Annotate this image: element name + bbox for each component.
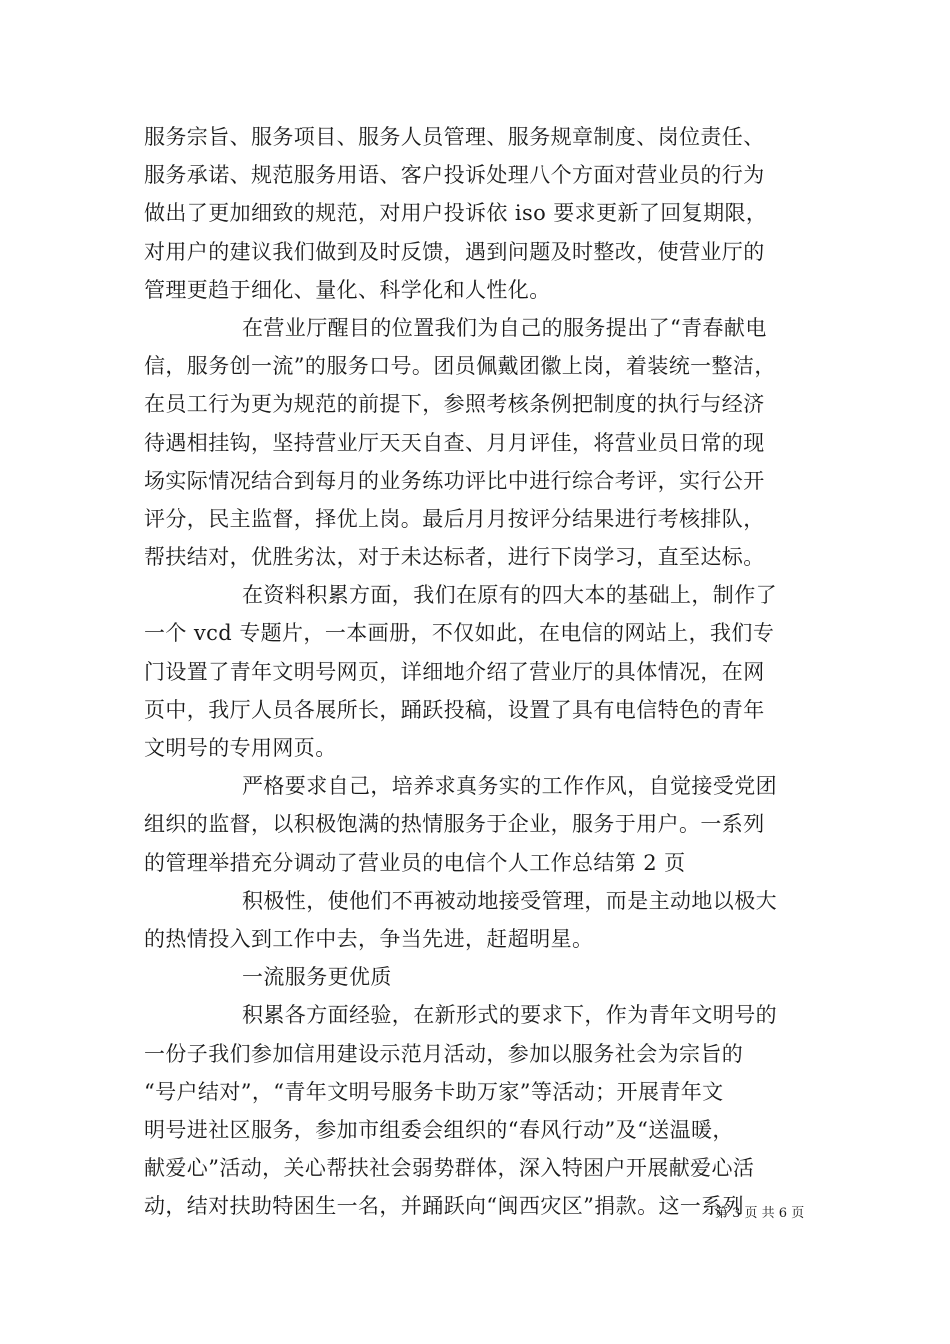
text-line: 页中，我厅人员各展所长，踊跃投稿，设置了具有电信特色的青年 bbox=[144, 697, 765, 722]
text-line: 做出了更加细致的规范，对用户投诉依 iso 要求更新了回复期限， bbox=[144, 201, 768, 226]
section-heading: 一流服务更优质 bbox=[242, 965, 392, 990]
text-line: 管理更趋于细化、量化、科学化和人性化。 bbox=[144, 277, 551, 302]
text-line: 门设置了青年文明号网页，详细地介绍了营业厅的具体情况，在网 bbox=[144, 659, 765, 684]
text-line: 动，结对扶助特困生一名，并踊跃向“闽西灾区”捐款。这一系列 bbox=[144, 1194, 745, 1219]
text-line: 场实际情况结合到每月的业务练功评比中进行综合考评，实行公开 bbox=[144, 468, 765, 493]
paragraph-start-line: 严格要求自己，培养求真务实的工作作风，自觉接受党团 bbox=[242, 774, 777, 799]
text-line: 在员工行为更为规范的前提下，参照考核条例把制度的执行与经济 bbox=[144, 392, 765, 417]
text-line: “号户结对”，“青年文明号服务卡助万家”等活动；开展青年文 bbox=[144, 1079, 724, 1104]
document-body bbox=[144, 118, 814, 1225]
text-line: 待遇相挂钩，坚持营业厅天天自查、月月评佳，将营业员日常的现 bbox=[144, 430, 765, 455]
text-line: 对用户的建议我们做到及时反馈，遇到问题及时整改，使营业厅的 bbox=[144, 239, 765, 264]
paragraph-start-line: 积累各方面经验，在新形式的要求下，作为青年文明号的 bbox=[242, 1003, 777, 1028]
paragraph-start-line: 在营业厅醒目的位置我们为自己的服务提出了“青春献电 bbox=[242, 315, 767, 340]
text-line: 明号进社区服务，参加市组委会组织的“春风行动”及“送温暖， bbox=[144, 1117, 734, 1142]
page-number-footer: 第 3 页 共 6 页 bbox=[715, 1206, 805, 1221]
text-line: 服务宗旨、服务项目、服务人员管理、服务规章制度、岗位责任、 bbox=[144, 125, 765, 149]
text-line: 的管理举措充分调动了营业员的电信个人工作总结第 2 页 bbox=[144, 850, 686, 875]
text-line: 一份子我们参加信用建设示范月活动，参加以服务社会为宗旨的 bbox=[144, 1041, 744, 1066]
text-line: 一个 vcd 专题片，一本画册，不仅如此，在电信的网站上，我们专 bbox=[144, 621, 775, 646]
text-line: 信，服务创一流”的服务口号。团员佩戴团徽上岗，着装统一整洁， bbox=[144, 354, 776, 379]
paragraph-start-line: 在资料积累方面，我们在原有的四大本的基础上，制作了 bbox=[242, 583, 777, 608]
paragraph-start-line: 积极性，使他们不再被动地接受管理，而是主动地以极大 bbox=[242, 888, 777, 913]
text-line: 组织的监督，以积极饱满的热情服务于企业，服务于用户。一系列 bbox=[144, 812, 765, 837]
text-line: 帮扶结对，优胜劣汰，对于未达标者，进行下岗学习，直至达标。 bbox=[144, 545, 765, 570]
text-line: 评分，民主监督，择优上岗。最后月月按评分结果进行考核排队， bbox=[144, 506, 765, 531]
text-line: 服务承诺、规范服务用语、客户投诉处理八个方面对营业员的行为 bbox=[144, 163, 765, 188]
text-line: 献爱心”活动，关心帮扶社会弱势群体，深入特困户开展献爱心活 bbox=[144, 1156, 755, 1181]
text-line: 的热情投入到工作中去，争当先进，赶超明星。 bbox=[144, 926, 594, 951]
text-line: 文明号的专用网页。 bbox=[144, 736, 337, 760]
